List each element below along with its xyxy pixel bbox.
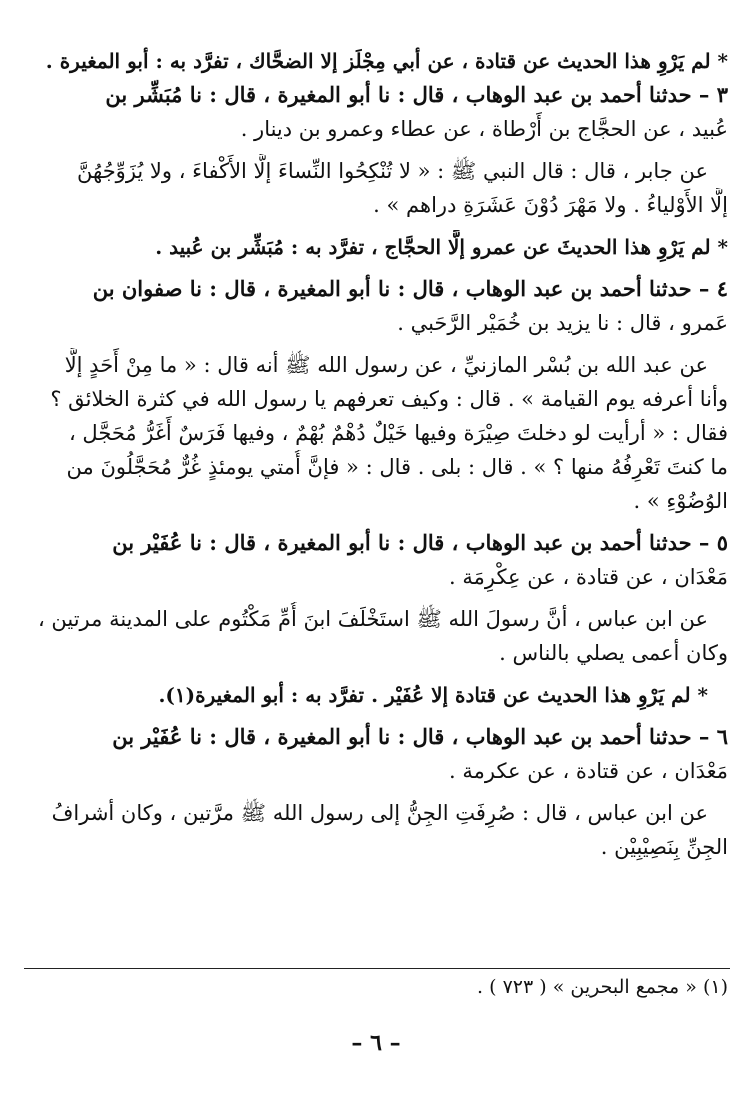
text-line: عن ابن عباس ، أنَّ رسولَ الله ﷺ استَخْلَفَ ابنَ أُمِّ مَكْتُوم على المدينة مرتين ، bbox=[37, 607, 708, 631]
text-line: الجِنِّ بِنَصِيْبِيْن . bbox=[600, 835, 728, 859]
text-line: مَعْدَان ، عن قتادة ، عن عِكْرِمَة . bbox=[449, 565, 728, 589]
text-line: عن ابن عباس ، قال : صُرِفَتِ الجِنُّ إلى رسول الله ﷺ مرَّتين ، وكان أشرافُ bbox=[51, 801, 708, 825]
text-line: * لم يَرْوِ هذا الحديث عن قتادة ، عن أبي مِجْلَز إلا الضحَّاك ، تفرَّد به : أبو المغيرة . bbox=[45, 49, 728, 73]
text-line: عن عبد الله بن بُسْر المازنيِّ ، عن رسول الله ﷺ أنه قال : « ما مِنْ أَحَدٍ إلَّا bbox=[64, 353, 708, 377]
text-line: ما كنتَ تَعْرِفُهُ منها ؟ » . قال : بلى . قال : « فإنَّ أُمتي يومئذٍ غُرٌّ مُحَجَّلُونَ من bbox=[66, 455, 728, 479]
text-line: ٥ – حدثنا أحمد بن عبد الوهاب ، قال : نا أبو المغيرة ، قال : نا عُفَيْر بن bbox=[112, 530, 728, 555]
text-line: مَعْدَان ، عن قتادة ، عن عكرمة . bbox=[449, 759, 728, 783]
text-line: وأنا أعرفه يوم القيامة » . قال : وكيف تعرفهم يا رسول الله في كثرة الخلائق ؟ bbox=[50, 387, 728, 411]
text-line: ٦ – حدثنا أحمد بن عبد الوهاب ، قال : نا أبو المغيرة ، قال : نا عُفَيْر بن bbox=[112, 724, 728, 749]
text-line: وكان أعمى يصلي بالناس . bbox=[499, 641, 728, 665]
text-line: * لم يَرْوِ هذا الحديثَ عن عمرو إلَّا الحجَّاج ، تفرَّد به : مُبَشِّر بن عُبيد . bbox=[155, 235, 728, 259]
page-number: – ٦ – bbox=[351, 1030, 401, 1056]
footnote: (١) « مجمع البحرين » ( ٧٢٣ ) . bbox=[477, 976, 728, 998]
text-line: الوُضُوْءِ » . bbox=[633, 489, 728, 513]
text-line: عُبيد ، عن الحجَّاج بن أَرْطاة ، عن عطاء وعمرو بن دينار . bbox=[240, 117, 728, 141]
page-body bbox=[22, 44, 728, 864]
text-line: * لم يَرْوِ هذا الحديث عن قتادة إلا عُفَيْر . تفرَّد به : أبو المغيرة(١). bbox=[158, 683, 708, 707]
text-line: عَمرو ، قال : نا يزيد بن خُمَيْر الرَّحَبي . bbox=[397, 311, 728, 335]
text-line: فقال : « أرأيت لو دخلتَ صِيْرَة وفيها خَيْلٌ دُهْمٌ بُهْمٌ ، وفيها فَرَسٌ أَغَرُّ مُحَجَّل ، bbox=[68, 421, 728, 445]
text-line: إلَّا الأَوْلياءُ . ولا مَهْرَ دُوْنَ عَشَرَةِ دراهم » . bbox=[373, 193, 728, 217]
text-line: ٣ – حدثنا أحمد بن عبد الوهاب ، قال : نا أبو المغيرة ، قال : نا مُبَشِّر بن bbox=[105, 82, 728, 107]
footnote-divider bbox=[24, 968, 730, 969]
text-line: ٤ – حدثنا أحمد بن عبد الوهاب ، قال : نا أبو المغيرة ، قال : نا صفوان بن bbox=[92, 276, 728, 301]
text-line: عن جابر ، قال : قال النبي ﷺ : « لا تُنْكِحُوا النِّساءَ إلَّا الأَكْفاءَ ، ولا يُزَوِّجُهُنَّ bbox=[77, 159, 708, 183]
